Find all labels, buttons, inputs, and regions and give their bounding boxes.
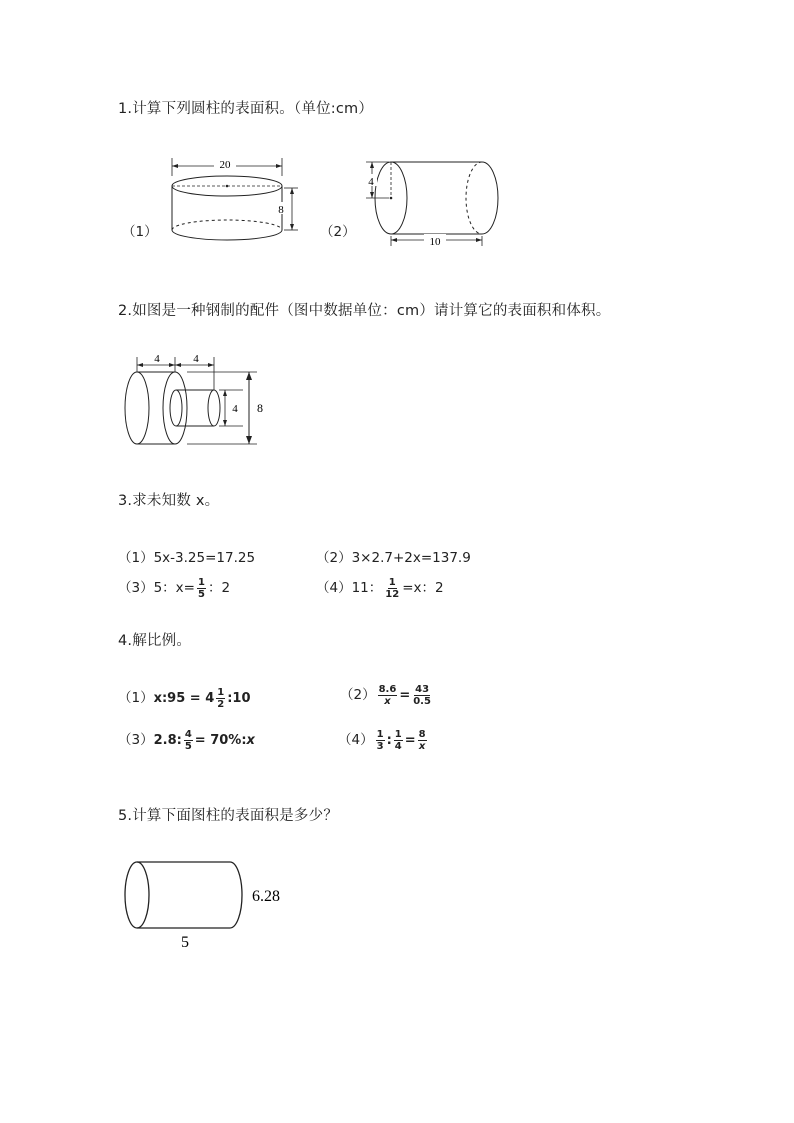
q4-p4-equals: =	[404, 733, 416, 748]
q4-p3-lhs: 2.8:	[153, 733, 182, 748]
q4-p3-rhs: = 70%:	[194, 733, 247, 748]
steel-part-figure	[115, 345, 285, 455]
q3-p3-numerator: 1	[197, 576, 205, 588]
q4-p2-a-numerator: 8.6	[378, 683, 397, 695]
q4-p4-label: （4）	[338, 732, 374, 748]
q4-p2-b-numerator: 43	[415, 683, 430, 695]
q4-p3-fraction	[184, 729, 193, 752]
q4-problem-3	[118, 728, 255, 752]
q3-problem-2: （2）3×2.7+2x=137.9	[316, 550, 471, 566]
q3-p3-denominator: 5	[197, 588, 205, 600]
q4-p1-numerator: 1	[217, 686, 225, 698]
q4-p4-a-denominator: 3	[376, 740, 384, 752]
inner-length-label: 4	[193, 353, 199, 365]
q4-p4-c-denominator: x	[418, 740, 426, 752]
outer-length-label: 4	[154, 353, 160, 365]
q4-p3-unknown: x	[246, 733, 255, 748]
outer-diameter-label: 8	[257, 401, 263, 415]
q4-p1-denominator: 2	[217, 698, 225, 710]
fig1-diameter-label: 20	[219, 159, 231, 171]
figure-1-label: （1）	[122, 224, 158, 240]
fig2-length-label: 10	[429, 236, 441, 248]
question-2-title: 2.如图是一种钢制的配件（图中数据单位：cm）请计算它的表面积和体积。	[118, 303, 611, 319]
q4-p2-fraction-b	[412, 684, 432, 707]
figure-2-label: （2）	[320, 224, 356, 240]
q4-p1-rhs: :10	[227, 691, 251, 706]
question-5-title: 5.计算下面图柱的表面积是多少？	[118, 808, 339, 824]
q4-p4-a-numerator: 1	[376, 728, 384, 740]
q4-p3-numerator: 4	[184, 728, 192, 740]
q3-p3-fraction	[197, 577, 206, 600]
q3-p4-denominator: 12	[385, 588, 400, 600]
q4-p4-c-numerator: 8	[418, 728, 426, 740]
cylinder-figure-2	[365, 162, 498, 248]
q4-p1-lhs: x:95 = 4	[153, 691, 215, 706]
q4-p4-fraction-c	[418, 729, 427, 752]
q3-problem-1: （1）5x-3.25=17.25	[118, 550, 256, 566]
q4-p4-fraction-a	[376, 729, 385, 752]
q4-problem-4	[338, 728, 429, 752]
cylinder-length-label: 5	[181, 934, 189, 951]
q3-p4-numerator: 1	[388, 576, 396, 588]
q4-p2-label: （2）	[340, 687, 376, 703]
q3-problem-3	[118, 576, 230, 600]
inner-diameter-label: 4	[232, 403, 238, 415]
question-4-title: 4.解比例。	[118, 633, 192, 649]
q3-problem-4	[316, 576, 444, 600]
fig1-height-label: 8	[278, 204, 284, 216]
q4-p2-equals: =	[399, 688, 411, 703]
q4-p2-a-denominator: x	[384, 695, 391, 707]
q3-p4-fraction	[384, 577, 400, 600]
cylinder-figure-1	[172, 158, 298, 240]
q3-p3-suffix: ：2	[207, 580, 231, 596]
q3-p4-prefix: （4）11：	[316, 580, 383, 596]
q4-p2-b-denominator: 0.5	[413, 695, 431, 707]
fig2-diameter-label: 4	[368, 176, 374, 188]
q3-p3-prefix: （3）5：x=	[118, 580, 195, 596]
q4-p2-fraction-a	[378, 684, 398, 707]
q4-p4-b-numerator: 1	[394, 728, 402, 740]
q3-p4-suffix: =x：2	[402, 580, 444, 596]
q4-p3-denominator: 5	[184, 740, 192, 752]
q4-p4-colon: :	[386, 733, 392, 748]
q4-problem-2	[340, 683, 434, 707]
q4-p1-fraction	[216, 687, 225, 710]
q4-problem-1	[118, 686, 251, 710]
question-3-title: 3.求未知数 x。	[118, 493, 220, 509]
cylinder-figure-q5	[118, 855, 298, 955]
cylinder-height-label: 6.28	[252, 888, 280, 905]
question-1-title: 1.计算下列圆柱的表面积。（单位:cm）	[118, 101, 374, 117]
q4-p4-b-denominator: 4	[394, 740, 402, 752]
q4-p4-fraction-b	[394, 729, 403, 752]
q4-p1-label: （1）	[118, 690, 154, 706]
q4-p3-label: （3）	[118, 732, 154, 748]
